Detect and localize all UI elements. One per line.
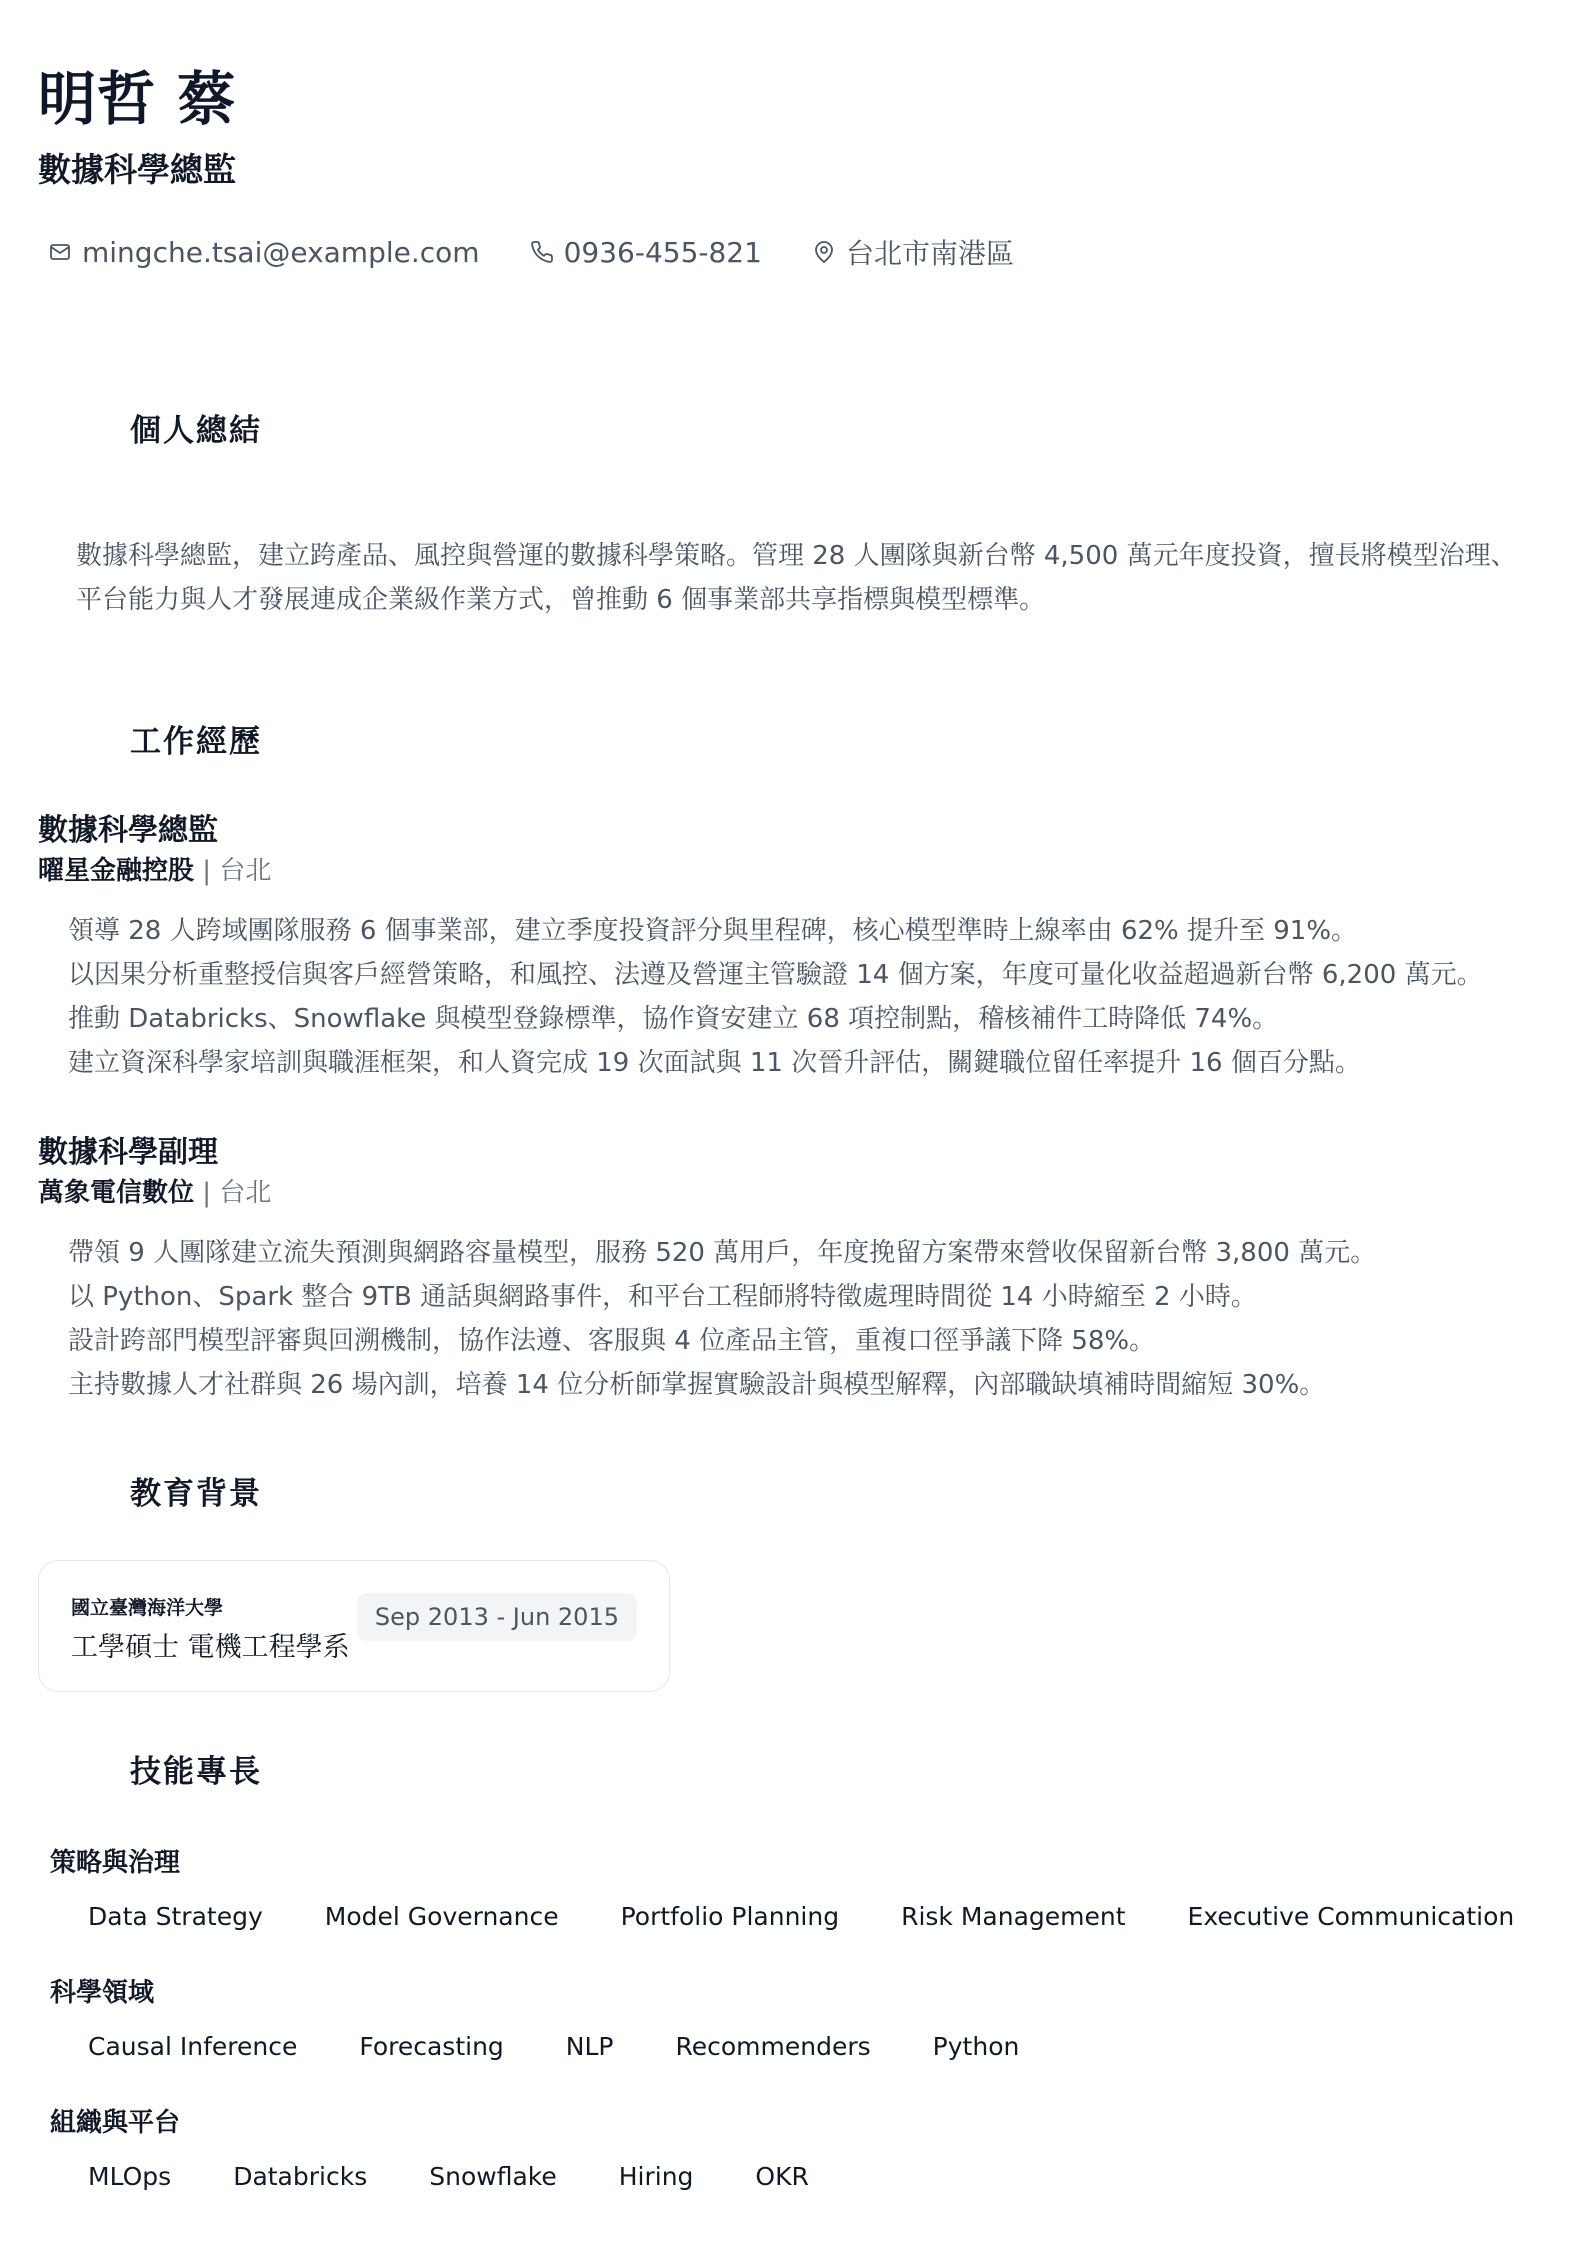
job-title: 數據科學總監 bbox=[38, 813, 218, 848]
job-entry bbox=[38, 1133, 1538, 1407]
section-title-summary: 個人總結 bbox=[130, 413, 262, 449]
skill-tag: Risk Management bbox=[901, 1902, 1126, 1931]
education-card bbox=[38, 1560, 670, 1692]
skill-row bbox=[88, 2032, 1019, 2061]
job-company-line bbox=[38, 851, 1538, 891]
education-dates-badge: Sep 2013 - Jun 2015 bbox=[357, 1593, 637, 1641]
job-bullet: 以因果分析重整授信與客戶經營策略，和風控、法遵及營運主管驗證 14 個方案，年度可量化收益超過新台幣 6,200 萬元。 bbox=[68, 960, 1483, 990]
candidate-name: 明哲 蔡 bbox=[38, 65, 237, 133]
job-company: 萬象電信數位 bbox=[38, 1178, 195, 1208]
summary-text: 數據科學總監，建立跨產品、風控與營運的數據科學策略。管理 28 人團隊與新台幣 4,500 萬元年度投資，擅長將模型治理、平台能力與人才發展連成企業級作業方式，曾推動 6 個事業部共享指標與模型標準。 bbox=[76, 541, 1517, 615]
contact-row bbox=[48, 232, 1014, 272]
skill-row bbox=[88, 2162, 809, 2191]
job-bullets bbox=[68, 1231, 1538, 1407]
section-title-experience: 工作經歷 bbox=[130, 724, 262, 760]
section-title-education: 教育背景 bbox=[130, 1476, 262, 1512]
phone-text: 0936-455-821 bbox=[563, 235, 762, 269]
skill-group-title: 組織與平台 bbox=[50, 2108, 181, 2138]
phone-icon bbox=[530, 240, 554, 264]
job-title: 數據科學副理 bbox=[38, 1135, 218, 1170]
mail-icon bbox=[48, 240, 72, 264]
job-location: 台北 bbox=[219, 1178, 272, 1208]
skill-tag: Python bbox=[932, 2032, 1020, 2061]
job-company: 曜星金融控股 bbox=[38, 856, 195, 886]
job-bullet: 推動 Databricks、Snowflake 與模型登錄標準，協作資安建立 68 項控制點，稽核補件工時降低 74%。 bbox=[68, 1004, 1279, 1034]
email-text: mingche.tsai@example.com bbox=[82, 235, 480, 269]
job-separator: | bbox=[194, 856, 220, 886]
skill-tag: Forecasting bbox=[359, 2032, 504, 2061]
job-entry bbox=[38, 811, 1538, 1085]
skill-tag: Model Governance bbox=[324, 1902, 559, 1931]
contact-location bbox=[812, 232, 1014, 272]
job-bullets bbox=[68, 909, 1538, 1085]
location-text: 台北市南港區 bbox=[845, 237, 1014, 270]
job-bullet: 領導 28 人跨域團隊服務 6 個事業部，建立季度投資評分與里程碑，核心模型準時上線率由 62% 提升至 91%。 bbox=[68, 916, 1358, 946]
education-school: 國立臺灣海洋大學 bbox=[71, 1597, 224, 1619]
job-bullet: 帶領 9 人團隊建立流失預測與網路容量模型，服務 520 萬用戶，年度挽留方案帶來營收保留新台幣 3,800 萬元。 bbox=[68, 1238, 1377, 1268]
education-degree: 工學碩士 電機工程學系 bbox=[71, 1632, 350, 1663]
job-bullet: 主持數據人才社群與 26 場內訓，培養 14 位分析師掌握實驗設計與模型解釋，內部職缺填補時間縮短 30%。 bbox=[68, 1370, 1326, 1400]
job-company-line bbox=[38, 1173, 1538, 1213]
skill-tag: Data Strategy bbox=[88, 1902, 263, 1931]
skill-group-title: 科學領域 bbox=[50, 1978, 155, 2008]
map-pin-icon bbox=[812, 240, 836, 264]
skill-tag: Snowflake bbox=[429, 2162, 557, 2191]
job-location: 台北 bbox=[219, 856, 272, 886]
contact-phone[interactable] bbox=[530, 236, 762, 269]
job-separator: | bbox=[194, 1178, 220, 1208]
section-title-skills: 技能專長 bbox=[130, 1754, 262, 1790]
skill-tag: Portfolio Planning bbox=[620, 1902, 840, 1931]
skill-tag: MLOps bbox=[88, 2162, 172, 2191]
skill-row bbox=[88, 1902, 1514, 1931]
contact-email[interactable] bbox=[48, 236, 480, 269]
skill-tag: Causal Inference bbox=[88, 2032, 298, 2061]
skill-tag: Hiring bbox=[618, 2162, 694, 2191]
skill-tag: OKR bbox=[755, 2162, 809, 2191]
job-bullet: 設計跨部門模型評審與回溯機制，協作法遵、客服與 4 位產品主管，重複口徑爭議下降 58%。 bbox=[68, 1326, 1156, 1356]
skill-group-title: 策略與治理 bbox=[50, 1848, 181, 1878]
job-bullet: 以 Python、Spark 整合 9TB 通話與網路事件，和平台工程師將特徵處理時間從 14 小時縮至 2 小時。 bbox=[68, 1282, 1257, 1312]
skill-tag: Databricks bbox=[233, 2162, 368, 2191]
skill-tag: Recommenders bbox=[675, 2032, 871, 2061]
job-bullet: 建立資深科學家培訓與職涯框架，和人資完成 19 次面試與 11 次晉升評估，關鍵職位留任率提升 16 個百分點。 bbox=[68, 1048, 1361, 1078]
skill-tag: Executive Communication bbox=[1187, 1902, 1515, 1931]
skill-tag: NLP bbox=[565, 2032, 614, 2061]
candidate-headline: 數據科學總監 bbox=[38, 150, 236, 189]
